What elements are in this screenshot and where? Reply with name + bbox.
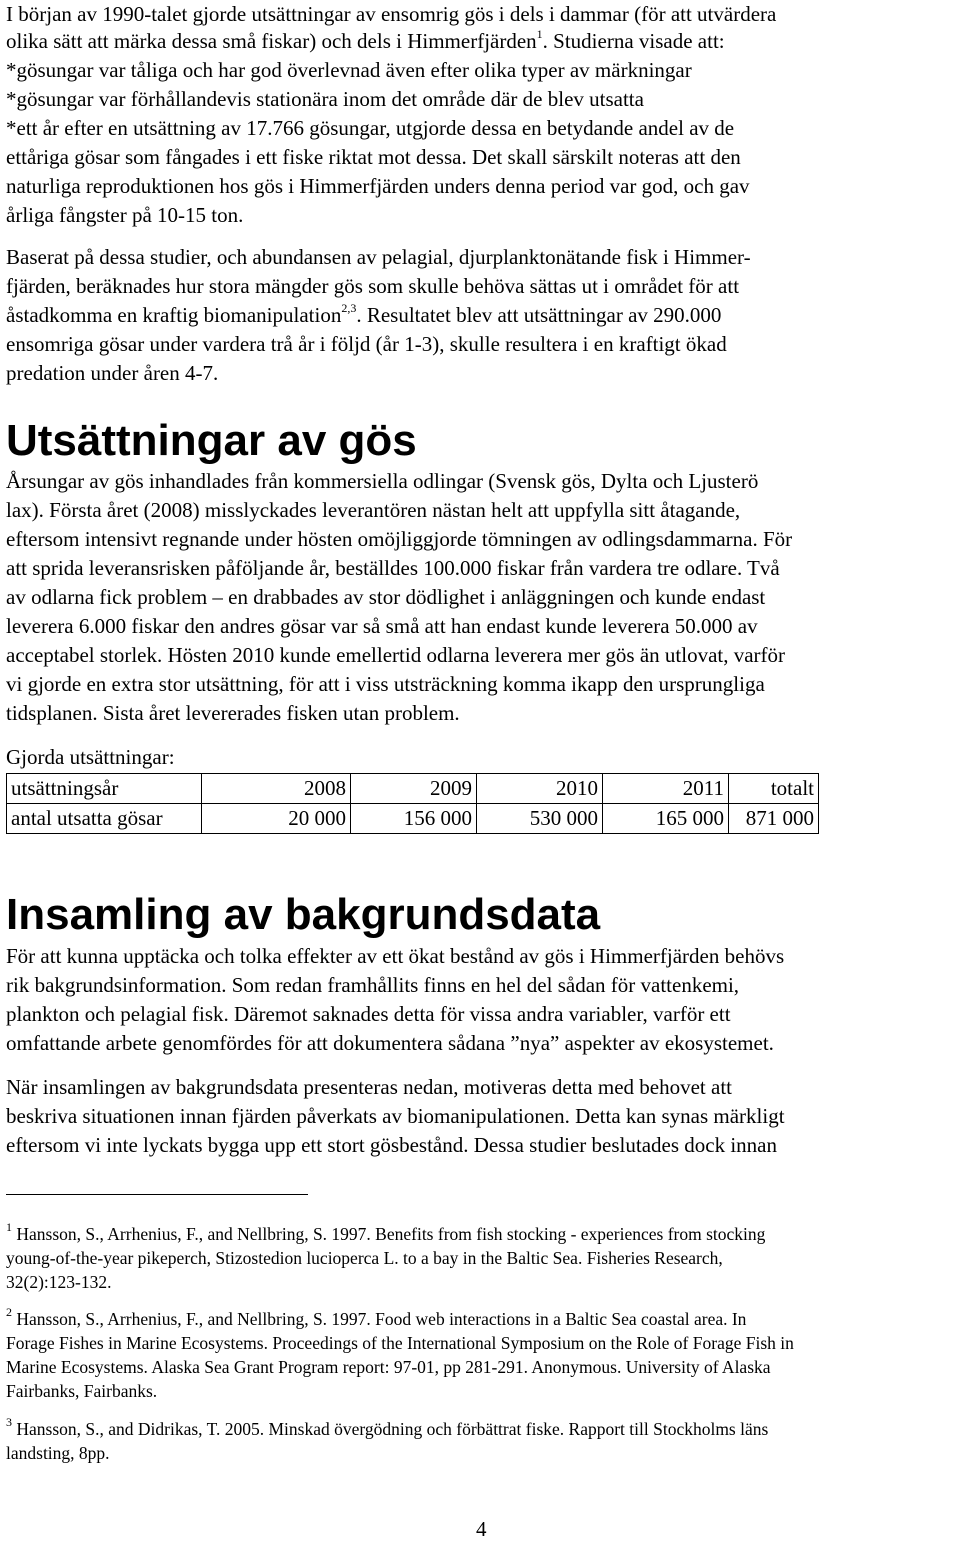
table-cell: antal utsatta gösar	[7, 804, 202, 834]
paragraph-line: fjärden, beräknades hur stora mängder gös som skulle behöva sättas ut i området för att	[6, 274, 740, 298]
footnote-line: Fairbanks, Fairbanks.	[6, 1381, 158, 1401]
paragraph-line: I början av 1990-talet gjorde utsättningar av ensomrig gös i dels i dammar (för att utvärdera	[6, 2, 777, 26]
paragraph-line: *ett år efter en utsättning av 17.766 gösungar, utgjorde dessa en betydande andel av de	[6, 116, 735, 140]
paragraph-line: eftersom vi inte lyckats bygga upp ett stort gösbestånd. Dessa studier beslutades dock innan	[6, 1133, 778, 1157]
paragraph-line: olika sätt att märka dessa små fiskar) och dels i Himmerfjärden$^1$. Studierna visade att:	[6, 27, 725, 53]
reference-mark: 2,3	[341, 301, 357, 315]
footnote-line: $^1$ Hansson, S., Arrhenius, F., and Nellbring, S. 1997. Benefits from fish stocking - experiences from stocking	[6, 1220, 766, 1244]
table-cell: 2008	[202, 774, 351, 804]
footnote-line: $^2$ Hansson, S., Arrhenius, F., and Nellbring, S. 1997. Food web interactions in a Baltic Sea coastal area. In	[6, 1305, 747, 1329]
paragraph-line: eftersom intensivt regnande under hösten omöjliggjorde tömningen av odlingsdammarna. För	[6, 527, 793, 551]
paragraph-line: att sprida leveransrisken påföljande år, beställdes 100.000 fiskar från vardera tre odlare. Två	[6, 556, 780, 580]
footnote-number: 1	[6, 1220, 12, 1235]
paragraph-line: ettåriga gösar som fångades i ett fiske riktat mot dessa. Det skall särskilt noteras att den	[6, 145, 741, 169]
paragraph-line: Baserat på dessa studier, och abundansen av pelagial, djurplanktonätande fisk i Himmer-	[6, 245, 751, 269]
paragraph-line: omfattande arbete genomfördes för att dokumentera sådana ”nya” aspekter av ekosystemet.	[6, 1031, 774, 1055]
table-cell: utsättningsår	[7, 774, 202, 804]
paragraph-line: leverera 6.000 fiskar den andres gösar var så små att han endast kunde leverera 50.000 av	[6, 614, 758, 638]
paragraph-line: tidsplanen. Sista året levererades fisken utan problem.	[6, 701, 460, 725]
paragraph-line: *gösungar var förhållandevis stationära inom det område där de blev utsatta	[6, 87, 644, 111]
table-cell: 2010	[477, 774, 603, 804]
paragraph-line: åstadkomma en kraftig biomanipulation$^{2,3}$. Resultatet blev att utsättningar av 290.000	[6, 301, 722, 327]
paragraph-line: Årsungar av gös inhandlades från kommersiella odlingar (Svensk gös, Dylta och Ljusterö	[6, 469, 759, 493]
table-row	[7, 804, 819, 834]
table-caption: Gjorda utsättningar:	[6, 745, 175, 769]
paragraph-line: beskriva situationen innan fjärden påverkats av biomanipulationen. Detta kan synas märkligt	[6, 1104, 785, 1128]
table-cell: 165 000	[603, 804, 729, 834]
footnote-number: 3	[6, 1415, 12, 1430]
paragraph-line: rik bakgrundsinformation. Som redan framhållits finns en hel del sådan för vattenkemi,	[6, 973, 740, 997]
table-cell: 530 000	[477, 804, 603, 834]
table-cell: 2009	[351, 774, 477, 804]
table-cell: 2011	[603, 774, 729, 804]
paragraph-line: av odlarna fick problem – en drabbades av stor dödlighet i anläggningen och kunde endast	[6, 585, 766, 609]
footnote-line: landsting, 8pp.	[6, 1443, 110, 1463]
paragraph-line: För att kunna upptäcka och tolka effekter av ett ökat bestånd av gös i Himmerfjärden behövs	[6, 944, 785, 968]
paragraph-line: När insamlingen av bakgrundsdata presenteras nedan, motiveras detta med behovet att	[6, 1075, 732, 1099]
section-heading: Insamling av bakgrundsdata	[6, 890, 601, 939]
paragraph-line: plankton och pelagial fisk. Däremot saknades detta för vissa andra variabler, varför ett	[6, 1002, 731, 1026]
paragraph-line: årliga fångster på 10-15 ton.	[6, 203, 244, 227]
paragraph-line: *gösungar var tåliga och har god överlevnad även efter olika typer av märkningar	[6, 58, 692, 82]
page-number: 4	[476, 1517, 487, 1541]
table-cell: 871 000	[729, 804, 819, 834]
footnote-number: 2	[6, 1305, 12, 1320]
paragraph-line: predation under åren 4-7.	[6, 361, 219, 385]
stocking-table	[6, 773, 819, 834]
paragraph-line: naturliga reproduktionen hos gös i Himmerfjärden unders denna period var god, och gav	[6, 174, 750, 198]
section-heading: Utsättningar av gös	[6, 416, 417, 465]
paragraph-line: ensomriga gösar under vardera trå år i följd (år 1-3), skulle resultera i en kraftigt ökad	[6, 332, 727, 356]
paragraph-line: vi gjorde en extra stor utsättning, för att i viss utsträckning komma ikapp den ursprungliga	[6, 672, 765, 696]
table-cell: totalt	[729, 774, 819, 804]
table-cell: 20 000	[202, 804, 351, 834]
footnote-line: 32(2):123-132.	[6, 1272, 112, 1292]
paragraph-line: lax). Första året (2008) misslyckades leverantören nästan helt att uppfylla sitt åtagande,	[6, 498, 741, 522]
table-header-row	[7, 774, 819, 804]
footnote-line: Forage Fishes in Marine Ecosystems. Proceedings of the International Symposium on the Role of Forage Fish in	[6, 1333, 794, 1353]
footnote-rule	[6, 1194, 308, 1195]
footnote-line: young-of-the-year pikeperch, Stizostedion lucioperca L. to a bay in the Baltic Sea. Fisheries Research,	[6, 1248, 723, 1268]
reference-mark: 1	[536, 27, 543, 41]
footnote-line: Marine Ecosystems. Alaska Sea Grant Program report: 97-01, pp 281-291. Anonymous. University of Alaska	[6, 1357, 771, 1377]
table-cell: 156 000	[351, 804, 477, 834]
paragraph-line: acceptabel storlek. Hösten 2010 kunde emellertid odlarna leverera mer gös än utlovat, varför	[6, 643, 786, 667]
footnote-line: $^3$ Hansson, S., and Didrikas, T. 2005. Minskad övergödning och förbättrat fiske. Rapport till Stockholms läns	[6, 1415, 769, 1439]
